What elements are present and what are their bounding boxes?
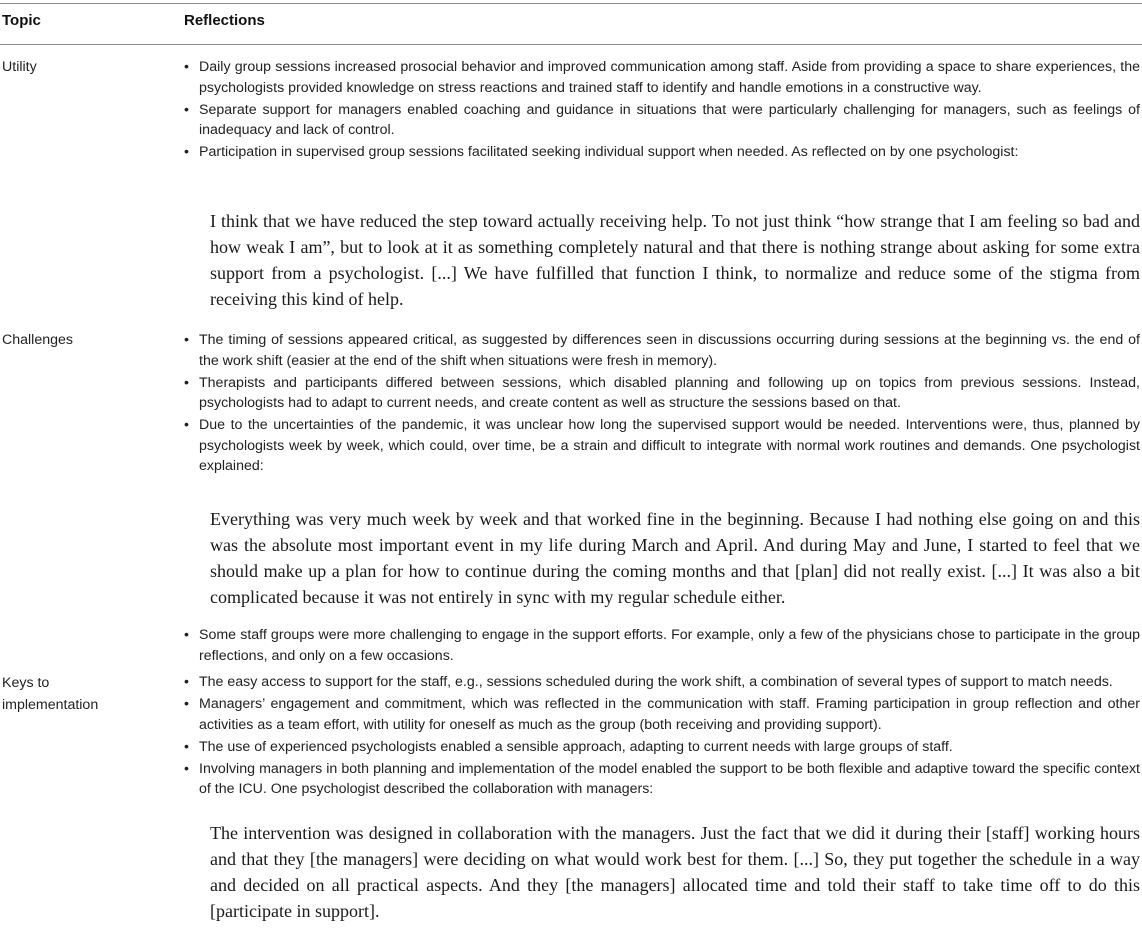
list-item: • The easy access to support for the staff, e.g., sessions scheduled during the work shift, a combination of several types of support to match needs.: [184, 672, 1140, 693]
list-item: • Due to the uncertainties of the pandemic, it was unclear how long the supervised support would be needed. Interventions were, thus, planned by psychologists week by week, which could, over time, be a strain and difficult to integrate with normal work routines and demands. One psychologist explained:: [184, 415, 1140, 477]
row-keys-topic: Keys to implementation: [2, 675, 99, 713]
list-item: • Therapists and participants differed between sessions, which disabled planning and following up on topics from previous sessions. Instead, psychologists had to adapt to current needs, and create content as well as structure the sessions based on that.: [184, 373, 1140, 414]
row-keys-quote: The intervention was designed in collaboration with the managers. Just the fact that we did it during their [staff] working hours and that they [the managers] were deciding on what would work best for them. [...] So, they put together the schedule in a way and decided on all practical aspects. And they [the managers] allocated time and told their staff to take time off to do this [participate in support].: [210, 823, 1140, 921]
header-reflections: Reflections: [184, 12, 265, 29]
list-item: • Some staff groups were more challenging to engage in the support efforts. For example, only a few of the physicians chose to participate in the group reflections, and only on a few occasions.: [184, 625, 1140, 666]
list-item: • The use of experienced psychologists enabled a sensible approach, adapting to current needs with large groups of staff.: [184, 737, 1140, 758]
list-item: • The timing of sessions appeared critical, as suggested by differences seen in discussions occurring during sessions at the beginning vs. the end of the work shift (easier at the end of the shift when situations were fresh in memory).: [184, 330, 1140, 371]
header-rule: [0, 44, 1142, 45]
list-item: • Separate support for managers enabled coaching and guidance in situations that were particularly challenging for managers, such as feelings of inadequacy and lack of control.: [184, 100, 1140, 141]
list-item: • Daily group sessions increased prosocial behavior and improved communication among staff. Aside from providing a space to share experiences, the psychologists provided knowledge on stress reactions and trained staff to identify and handle emotions in a constructive way.: [184, 57, 1140, 98]
list-item: • Managers’ engagement and commitment, which was reflected in the communication with staff. Framing participation in group reflection and other activities as a team effort, with utility for oneself as much as the group (both receiving and providing support).: [184, 694, 1140, 735]
list-item: • Participation in supervised group sessions facilitated seeking individual support when needed. As reflected on by one psychologist:: [184, 142, 1140, 163]
header-topic: Topic: [2, 12, 41, 29]
list-item: • Involving managers in both planning and implementation of the model enabled the support to be both flexible and adaptive toward the specific context of the ICU. One psychologist described the collaboration with managers:: [184, 759, 1140, 800]
row-utility-quote: I think that we have reduced the step toward actually receiving help. To not just think “how strange that I am feeling so bad and how weak I am”, but to look at it as something completely natural and that there is nothing strange about asking for some extra support from a psychologist. [...] We have fulfilled that function I think, to normalize and reduce some of the stigma from receiving this kind of help.: [210, 211, 1140, 309]
row-utility-bullets: [184, 57, 1140, 164]
row-challenges-after-bullets: [184, 625, 1140, 668]
row-challenges-topic: Challenges: [2, 332, 73, 348]
row-challenges-quote: Everything was very much week by week and that worked fine in the beginning. Because I had nothing else going on and this was the absolute most important event in my life during March and April. And during May and June, I started to feel that we should make up a plan for how to continue during the coming months and that [plan] did not really exist. [...] It was also a bit complicated because it was not entirely in sync with my regular schedule either.: [210, 509, 1140, 607]
top-rule: [0, 3, 1142, 4]
row-utility-topic: Utility: [2, 59, 37, 75]
row-keys-bullets: [184, 672, 1140, 801]
row-challenges-bullets: [184, 330, 1140, 478]
